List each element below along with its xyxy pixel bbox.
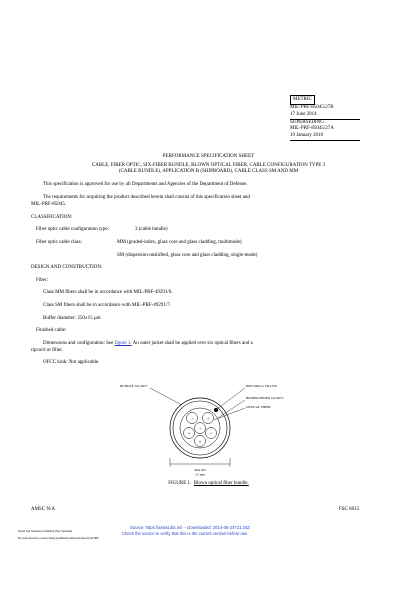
dimensions-text-end: ripcord or filler. <box>31 348 63 353</box>
footer-left-line-1: Naval Sea Systems Command (Sea Systems) <box>18 529 73 533</box>
fiber-number-2: 2 <box>207 416 209 421</box>
footer-left-line-2: No reproduction or networking permitted without license from IHS <box>18 536 99 540</box>
leader-optical-fiber <box>214 408 245 420</box>
verify-line: Check the source to verify that this is the current version before use. <box>122 531 249 536</box>
design-heading: DESIGN AND CONSTRUCTION: <box>31 265 103 270</box>
cable-class-mm: MM (graded-index, glass core and glass cladding, multimode) <box>117 240 242 245</box>
amsc-label: AMSC N/A <box>31 507 56 512</box>
approval-statement: This specification is approved for use by all Departments and Agencies of the Department of Defense. <box>43 182 248 187</box>
label-ripcord: RIPCORD or FILLER <box>246 384 277 388</box>
cable-class-label: Fiber optic cable class: <box>36 240 82 245</box>
leader-binder <box>218 400 245 418</box>
dimensions-paragraph <box>43 341 253 347</box>
figure-caption <box>0 481 417 487</box>
requirements-line-1: The requirements for acquiring the product described herein shall consist of this specification sheet and <box>43 195 250 200</box>
requirements-line-2: MIL-PRF-85045. <box>31 202 67 207</box>
superseding-label: SUPERSEDING <box>290 119 324 125</box>
classification-heading: CLASSIFICATION: <box>31 215 73 220</box>
label-optical-fiber: OPTICAL FIBER <box>246 405 271 409</box>
fiber-number-1: 1 <box>191 416 193 421</box>
document-header <box>290 87 360 141</box>
fiber-number-5: 5 <box>210 431 212 436</box>
superseded-spec-number: MIL-PRF-85045/27A <box>290 126 334 132</box>
spec-number: MIL-PRF-85045/27B <box>290 105 334 110</box>
dimensions-text-cont: An outer jacket shall be applied over six optical fibers and a <box>132 341 253 346</box>
fsc-label: FSC 6015 <box>339 507 360 512</box>
od-label: Max OD <box>194 468 206 472</box>
od-value: 2.5 mm <box>195 472 205 477</box>
spec-date: 17 June 2014 <box>290 112 360 120</box>
metric-label: METRIC <box>290 95 315 105</box>
cable-class-sm: SM (dispersion-unshifted, glass core and glass cladding, single-mode) <box>117 253 258 258</box>
sm-fiber-requirement: Class SM fibers shall be in accordance with MIL-PRF-49291/7. <box>43 303 171 308</box>
sheet-kind: PERFORMANCE SPECIFICATION SHEET <box>162 154 255 159</box>
fiber-number-4: 4 <box>188 431 190 436</box>
buffer-diameter: Buffer diameter: 250±15 µm <box>43 316 101 321</box>
ofcc-kink: OFCC kink: Not applicable. <box>43 360 100 365</box>
figure-caption-text: Blown optical fiber bundle. <box>193 481 249 486</box>
figure-1-link[interactable]: figure 1. <box>114 341 132 346</box>
dimensions-text: Dimensions and configuration: See <box>43 341 114 346</box>
fiber-heading: Fiber: <box>36 278 48 283</box>
finished-cable-heading: Finished cable: <box>36 328 67 333</box>
source-line[interactable]: Source: https://assist.dla.mil -- Downloaded: 2014-06-24T21:34Z <box>130 525 250 530</box>
fiber-number-3: 3 <box>199 426 201 431</box>
label-bundle-jacket: BUNDLE JACKET <box>120 384 148 388</box>
cable-cross-section-figure <box>110 378 310 478</box>
config-type-value: 3 (cable bundle) <box>135 227 168 232</box>
title-line-1: CABLE, FIBER OPTIC, SIX-FIBER BUNDLE, BLOWN OPTICAL FIBER, CABLE CONFIGURATION TYPE 3 <box>91 163 326 168</box>
superseded-date: 19 January 2010 <box>290 133 360 141</box>
title-line-2: (CABLE BUNDLE), APPLICATION B (SHIPBOARD), CABLE CLASS SM AND MM <box>118 169 299 174</box>
leader-bundle-jacket <box>150 388 182 405</box>
fiber-number-6: 6 <box>199 439 201 444</box>
leader-ripcord <box>217 388 245 409</box>
figure-number: FIGURE 1. <box>168 481 192 486</box>
mm-fiber-requirement: Class MM fibers shall be in accordance with MIL-PRF-49291/6. <box>43 290 173 295</box>
config-type-label: Fiber optic cable configuration type: <box>36 227 110 232</box>
label-binder: BINDER/INNER JACKET <box>246 396 284 400</box>
